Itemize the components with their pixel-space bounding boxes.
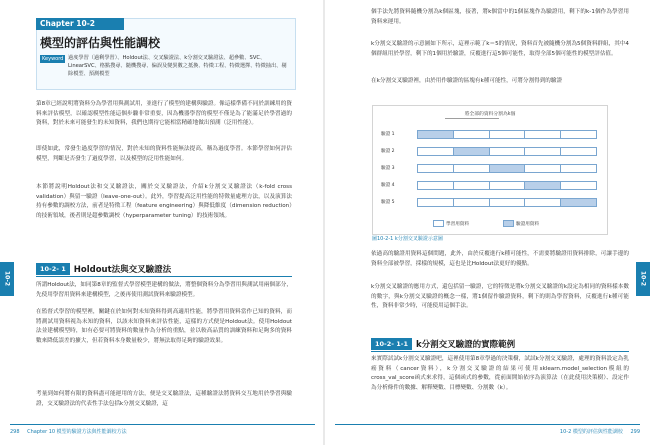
subsection-underline	[371, 351, 629, 352]
legend-train-swatch	[433, 220, 444, 227]
section-paragraph-2: 在監督式學習的模型裡，關鍵在於如何對未知資料得到高適用性能，將學習用資料當作已知的資料，而將測試用資料視為未知的資料，以該未知資料來評估性能，這樣的方式便是Holdout法。使用Holdout法並建構模型時，如有必要可將資料的數量作為分析的重點，並以較高品質的訓練資料和足夠多的資料數來降低誤差的擴大，但若資料本身數量較少，將無法取得足夠的驗證效果。	[36, 309, 292, 344]
figure-row-label: 驗證 4	[381, 183, 395, 188]
train-fold-segment	[561, 148, 596, 155]
train-fold-segment	[418, 199, 454, 206]
chapter-label: Chapter 10-2	[36, 18, 124, 30]
train-fold-segment	[525, 148, 561, 155]
train-fold-segment	[454, 165, 490, 172]
right-paragraph-6: 來實際試試k分割交叉驗證吧，這裡使用第8章學過的決策樹，試試k分割交叉驗證，處理的資料設定為乳癌資料（cancer資料），k分割交叉驗證的結果可使用sklearn.model_selection模組的cross_val_score函式來求得，這個函式的參數，從前面開始依序為演算法（在此使用決策樹）、設定作為分析條件的數據、解釋變數、目標變數、分割數（k）。	[371, 356, 629, 391]
running-footer: 10-2 模型的評估與性能調校	[559, 429, 623, 435]
figure-brace: ⎴⎴⎴⎴⎴⎴⎴⎴⎴⎴⎴⎴⎴⎴⎴⎴⎴⎴⎴⎴⎴⎴⎴⎴⎴⎴⎴	[445, 118, 500, 124]
train-fold-segment	[525, 199, 561, 206]
train-fold-segment	[561, 131, 596, 138]
footer-rule	[335, 424, 640, 425]
train-fold-segment	[418, 148, 454, 155]
train-fold-segment	[561, 182, 596, 189]
intro-paragraph-2: 即使如此，常發生過度學習的情況，對於未知的資料性能無法提高，稱為過度學習。本節學習如何評估模型，判斷是否發生了過度學習，以及模型的泛用性能如何。	[36, 146, 292, 162]
train-fold-segment	[490, 199, 526, 206]
right-paragraph-2: k分割交叉驗證的示意圖如下所示，這裡示範了k＝5的情況，資料首先被隨機分割為5個資料群組，其中4個群組用於學習，剩下的1個用於驗證，反覆進行這5個可能性，取得全部5個可能性的模型評估值。	[371, 41, 629, 57]
legend-test-swatch	[503, 220, 514, 227]
running-footer: Chapter 10 模型的驗證方法與性能調校方法	[27, 429, 127, 435]
section-paragraph-3: 考量到如何將有限的資料盡可能運用的方法，便是交叉驗證法，這種驗證法將資料交互地用於學習與驗證，交叉驗證法的代表性手法包括k分割交叉驗證，這	[36, 391, 292, 407]
figure-row	[417, 164, 597, 173]
legend-train-label: 學習用資料	[446, 221, 469, 227]
intro-paragraph-3: 本節將說明Holdout法和交叉驗證法，關於交叉驗證法，介紹k分割交叉驗證法（k-fold cross validation）與留一驗證（leave-one-out）。此外，學習提高泛用性能的特徵量處理方法，以及演算法持有參數的調校方法，前者是特徵工程（feature engineering）與降低維度（dimension reduction）的技術領域，後者則是超參數調校（hyperparameter tuning）的技術領域。	[36, 184, 292, 219]
figure-row-label: 驗證 2	[381, 149, 395, 154]
legend-train	[433, 220, 469, 227]
train-fold-segment	[418, 182, 454, 189]
figure-row	[417, 130, 597, 139]
test-fold-segment	[561, 199, 596, 206]
section-paragraph-1: 所謂Holdout法，如同第8章的監督式學習模型建構的做法，將整個資料分為學習用與測試用兩個部分，先使用學習用資料來建構模型，之後再使用測試資料來驗證模型。	[36, 282, 292, 298]
train-fold-segment	[490, 148, 526, 155]
figure-row-label: 驗證 5	[381, 200, 395, 205]
kfold-figure	[372, 105, 608, 235]
section-underline	[36, 276, 292, 277]
test-fold-segment	[454, 148, 490, 155]
side-tab-right: 10-2	[636, 262, 650, 296]
keyword-text: 過度學習（過剩學習）、Holdout法、交叉驗證法、k分割交叉驗證法、超參數、SVC、LinearSVC、格點搜尋、隨機搜尋、偏誤及變異數之抵換、特徵工程、特徵選擇、特徵抽出、剔除模型、預測模型	[68, 55, 287, 77]
train-fold-segment	[454, 131, 490, 138]
figure-row-label: 驗證 1	[381, 132, 395, 137]
right-paragraph-5: k分割交叉驗證的應用方式，還包括留一驗證，它的特徵是將k分割交叉驗證的k設定為相同的資料樣本數的數字，與k分割交叉驗證的概念一樣，將1個留作驗證資料，剩下的則為學習資料，反覆進行k種可能性，資料非常少時，可能使用這個手法。	[371, 284, 629, 310]
train-fold-segment	[490, 182, 526, 189]
figure-row	[417, 147, 597, 156]
footer-right	[560, 428, 640, 435]
test-fold-segment	[490, 165, 526, 172]
page-number: 298	[10, 429, 20, 435]
keyword-label: Keyword	[42, 56, 64, 62]
legend-test	[503, 220, 539, 227]
right-paragraph-1: 個手法先將資料隨機分割為k個區塊，接著，將k個當中的1個區塊作為驗證用，剩下的k-1個作為學習用資料來運用。	[371, 9, 629, 25]
train-fold-segment	[525, 165, 561, 172]
legend-test-label: 驗證用資料	[516, 221, 539, 227]
right-paragraph-3: 在k分割交叉驗證裡，由於用作驗證的區塊有k種可能性，可將分割得到的驗證	[371, 78, 563, 84]
section-number: 10-2- 1	[36, 263, 70, 275]
page-number: 299	[630, 429, 640, 435]
train-fold-segment	[454, 182, 490, 189]
figure-caption: 圖10-2-1 k分割交叉驗證示意圖	[372, 236, 443, 242]
side-tab-left: 10-2	[0, 262, 14, 296]
figure-row	[417, 181, 597, 190]
train-fold-segment	[418, 165, 454, 172]
test-fold-segment	[418, 131, 454, 138]
train-fold-segment	[525, 131, 561, 138]
section-title: Holdout法與交叉驗證法	[73, 265, 172, 275]
section-heading	[36, 263, 171, 275]
figure-row	[417, 198, 597, 207]
footer-left	[10, 428, 127, 435]
subsection-heading	[371, 338, 515, 350]
train-fold-segment	[561, 165, 596, 172]
intro-paragraph-1: 第8章已經說明將資料分為學習用與測試用，並進行了模型的建構與驗證。像這樣準備不同於訓練用的資料來評估模型，以確認模型性能這個步驟非常重要，因為機器學習的模型不僅是為了能滿足於學習過的資料，對於未來可能發生的未知資料，我們也期待它能相當精確地做出預測（泛用性能）。	[36, 101, 292, 127]
train-fold-segment	[454, 199, 490, 206]
footer-rule	[10, 424, 315, 425]
train-fold-segment	[490, 131, 526, 138]
right-paragraph-4: 依過高的驗證用資料這個問題，此外，由於反覆進行k種可能性，不需要將驗證用資料排除，可讓手邊的資料全部被學習，採樣的規模，這也是比Holdout法更好的優點。	[371, 251, 629, 267]
chapter-title: 模型的評估與性能調校	[40, 36, 161, 50]
figure-title: 將全部的資料分割為k個	[464, 112, 516, 117]
test-fold-segment	[525, 182, 561, 189]
subsection-number: 10-2- 1-1	[371, 338, 412, 350]
figure-row-label: 驗證 3	[381, 166, 395, 171]
subsection-title: k分割交叉驗證的實際範例	[415, 340, 516, 350]
